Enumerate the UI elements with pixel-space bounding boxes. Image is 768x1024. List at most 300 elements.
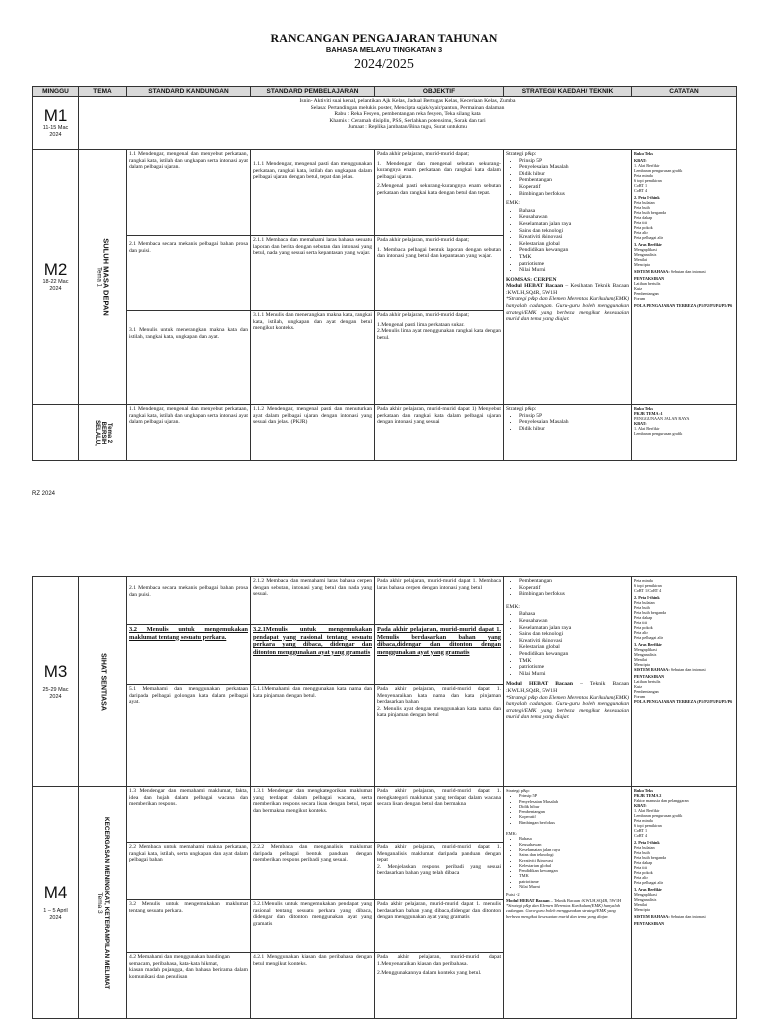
document-title: RANCANGAN PENGAJARAN TAHUNAN — [270, 31, 498, 45]
list-item: • Sains dan teknologi — [519, 228, 629, 235]
catatan-item: Faktor manusia dan pelanggaran — [634, 798, 689, 803]
objective-intro: Pada akhir pelajaran, murid-murid dapat; — [377, 237, 470, 243]
theme-number: Tema 1 — [95, 267, 101, 287]
list-item: • TMK — [519, 658, 629, 665]
catatan-heading: 2. Peta I-think — [634, 840, 660, 845]
strategy-note: *Strategi p&p dan Elemen Merentas Kurikulum(EMK) hanyalah cadangan. Guru-guru boleh menggunakan strategi/EMK yang berbeza mengikut kesesuaian murid dan tema yang diajar. — [506, 296, 629, 323]
week-year: 2024 — [49, 693, 62, 700]
catatan-heading: 2. Peta I-think — [634, 595, 660, 600]
catatan-item: Peta minda — [634, 173, 653, 178]
sp-cell — [251, 953, 375, 1019]
theme-cell-m3 — [79, 577, 127, 787]
sp-text: 2.1.2 Membaca dan memahami laras bahasa cerpen dengan sebutan, intonasi yang betul dan nada yang sesuai. — [253, 578, 372, 598]
catatan-item: Peta dakap — [634, 215, 653, 220]
catatan-item: Peta pokok — [634, 625, 653, 630]
list-item: • Bimbingan berfokus — [519, 191, 629, 198]
list-item: • Bahasa — [519, 611, 629, 618]
sk-cell — [127, 685, 251, 787]
catatan-item: Peta bulatan — [634, 200, 655, 205]
sk-text: 3.1 Menulis untuk menerangkan makna kata dan istilah, rangkai kata, ungkapan dan ayat. — [129, 327, 248, 340]
list-item: • Kreativiti &inovasi — [519, 858, 629, 863]
objective-item: 1.Mengenal pasti lima perkataan sukar. — [377, 321, 465, 328]
list-item: • Penyelesaian Masalah — [519, 799, 629, 804]
sp-cell — [251, 236, 375, 311]
sp-text: 1.1.2 Mendengar, mengenal pasti dan menuturkan ayat dalam pelbagai ujaran dengan intonasi yang sesuai dan jelas. (PKJR) — [253, 406, 372, 426]
catatan-item: Peta dakap — [634, 860, 653, 865]
catatan-item: 1. Alat Berfikir — [634, 163, 660, 168]
sk-cell — [127, 953, 251, 1019]
catatan-item: Mengaplikasi — [634, 892, 657, 897]
list-item: • Didik hibur — [519, 171, 629, 178]
list-item: • Pendidikan kewangan — [519, 651, 629, 658]
week-cell-m4 — [33, 787, 79, 1019]
list-item: • Pendidikan kewangan — [519, 247, 629, 254]
col-tema: TEMA — [79, 87, 127, 97]
sk-cell — [127, 787, 251, 843]
catatan-heading: 3. Aras Berfikir — [634, 242, 663, 247]
plan-table-page-2 — [32, 576, 737, 1019]
sp-text: 4.2.1 Menggunakan kiasan dan peribahasa dengan betul mengikut konteks. — [253, 954, 372, 967]
list-item: • Pembentangan — [519, 809, 629, 814]
week-dates: 18-22 Mac — [42, 279, 69, 285]
sp-cell — [251, 625, 375, 685]
list-item: • Bimbingan berfokus — [519, 591, 629, 598]
sk-text: kiasan madah pujangga, dan bahasa berirama dalam komunikasi dan penulisan — [129, 967, 248, 980]
list-item: • Bahasa — [519, 208, 629, 215]
theme-label — [95, 238, 110, 316]
activity-line: Khamis : Ceramah disiplin, PSS, Serlahkan potensimu, Sorak dan tari — [329, 117, 486, 124]
catatan-item: 6 topi pemikiran — [634, 178, 662, 183]
catatan-item: Peta buih — [634, 850, 650, 855]
strategy-title: Strategi p&p: — [506, 406, 537, 412]
sk-text: 3.2 Menulis untuk mengemukakan maklumat tentang sesuatu perkara. — [129, 901, 248, 914]
catatan-item: Forum — [634, 296, 646, 301]
week-year: 2024 — [49, 914, 62, 921]
theme-number: Tema 3 — [95, 891, 103, 914]
catatan-item: Peta buih — [634, 205, 650, 210]
sk-text: 4.2 Memahami dan menggunakan bandingan — [129, 954, 230, 960]
sistem-bahasa-label: SISTEM BAHASA: — [634, 914, 670, 919]
emk-title: EMK: — [506, 200, 520, 207]
catatan-heading: KBAT: — [634, 421, 647, 426]
document-year: 2024/2025 — [354, 57, 414, 72]
list-item: • Penyelesaian Masalah — [519, 419, 629, 426]
catatan-item: 1. Alat Berfikir — [634, 808, 660, 813]
puisi-label: Puisi -2 — [506, 892, 520, 898]
sk-cell — [127, 150, 251, 236]
catatan-item: Peta titi — [634, 865, 647, 870]
list-item: • Didik hibur — [519, 426, 629, 433]
catatan-cell — [632, 405, 737, 461]
theme-cell-m2 — [79, 150, 127, 405]
list-item: • Kreativiti &inovasi — [519, 638, 629, 645]
theme-cell-tema2 — [79, 405, 127, 461]
modul-title: Modul HEBAT Bacaan — [506, 681, 573, 688]
objective-item: Pada akhir pelajaran, murid-murid dapat 1. Menganalisis maklumat daripada panduan dengan tepat — [377, 844, 501, 864]
list-item: • Koperatif — [519, 585, 629, 592]
week-dates: 1 – 5 April — [43, 907, 68, 914]
strategy-cell — [504, 405, 632, 461]
objective-item: Pada akhir pelajaran, murid-murid dapat 1. Menyenaraikan kata nama dan kata pinjaman berdasarkan bahan — [377, 686, 501, 706]
catatan-item: Lembaran pengurusan grafik — [634, 168, 683, 173]
table-row-m4-1 — [33, 787, 737, 843]
activity-line: Isnin- Aktiviti suai kenal, pelantikan Ajk Kelas, Jadual Bertugas Kelas, Keceriaan Kelas, Zumba — [299, 98, 516, 104]
week-year: 2024 — [49, 132, 62, 138]
week-cell-m1 — [33, 97, 79, 150]
objective-cell — [375, 843, 504, 900]
week-cell-empty — [33, 405, 79, 461]
komsas-label: KOMSAS: CERPEN — [506, 276, 557, 283]
modul-detail: – Teknik Bacaan :KWLH,SQ4R, 5W1H — [549, 897, 622, 903]
sk-text: 3.2 Menulis untuk mengemukakan maklumat tentang sesuatu perkara. — [129, 626, 248, 641]
activity-line: Rabu : Reka Fesyen, pembentangan reka fesyen, Teka silang kata — [334, 111, 481, 118]
plan-table-page-1 — [32, 86, 737, 461]
list-item: • Keselamatan jalan raya — [519, 625, 629, 632]
catatan-item: Latihan bertulis — [634, 679, 661, 684]
list-item: • Keselamatan jalan raya — [519, 847, 629, 852]
list-item: • Keusahawan — [519, 214, 629, 221]
sk-cell — [127, 311, 251, 405]
catatan-item: Peta buih berganda — [634, 610, 667, 615]
catatan-heading: PENTAKSIRAN — [634, 276, 665, 281]
week-dates: 11-15 Mac — [42, 125, 69, 131]
week-label: M3 — [43, 661, 68, 681]
modul-title: Modul HEBAT Bacaan — [506, 283, 564, 290]
catatan-item: Lembaran pengurusan grafik — [634, 431, 683, 436]
objective-cell — [375, 900, 504, 953]
catatan-heading: 2. Peta I-think — [634, 195, 660, 200]
sp-text: 5.1.1Memahami dan menggunakan kata nama dan kata pinjaman dengan betul. — [253, 686, 372, 699]
catatan-item: Mengaplikasi — [634, 647, 657, 652]
catatan-heading: Buku Teks — [634, 406, 653, 411]
list-item: • Nilai Murni — [519, 884, 629, 889]
week-dates: 25-29 Mac — [42, 686, 69, 693]
catatan-item: Menilai — [634, 902, 648, 907]
catatan-item: Menganalisis — [634, 897, 657, 902]
catatan-cell-m2 — [632, 150, 737, 405]
sp-text: 2.1.1 Membaca dan memahami laras bahasa sesuatu laporan dan berita dengan sebutan dan intonasi yang betul, nada yang sesuai serta kepantasan yang wajar. — [253, 237, 372, 257]
theme-name: SULUH MASA DEPAN — [101, 238, 110, 316]
catatan-item: Peta alir — [634, 230, 648, 235]
emk-list — [506, 208, 629, 274]
sk-text: 2.1 Membaca secara mekanis pelbagai bahan prosa dan puisi. — [129, 585, 248, 598]
catatan-item: CoRT 1/CoRT 4 — [634, 588, 662, 593]
sp-cell — [251, 843, 375, 900]
sp-cell — [251, 900, 375, 953]
objective-item: 2. Menulis ayat dengan menggunakan kata nama dan kata pinjaman dengan betul — [377, 705, 501, 719]
strategy-note: *Strategi p&p dan Elemen Merentas Kurikulum(EMK) hanyalah cadangan. Guru-guru boleh menggunakan strategi/EMK yang berbeza mengikut kesesuaian murid dan tema yang diajar. — [506, 902, 620, 919]
list-item: • Kelestarian global — [519, 241, 629, 248]
catatan-item: Kuiz — [634, 684, 643, 689]
theme-name: SIHAT SENTIASA — [99, 652, 106, 711]
theme-name: BERSIH — [99, 421, 106, 444]
sk-text: semacam, peribahasa, kata-kata hikmat, — [129, 960, 219, 967]
theme-label — [99, 653, 106, 711]
week-label: M1 — [43, 106, 68, 125]
modul-title: Modul HEBAT Bacaan — [506, 897, 550, 903]
sk-text: 2.2 Membaca untuk memahami makna perkataan, rangkai kata, istilah, serta ungkapan dan ayat dalam pelbagai bahan — [129, 844, 248, 864]
catatan-item: Peta pelbagai alir — [634, 235, 664, 240]
list-item: • Keselamatan jalan raya — [519, 221, 629, 228]
sk-text: 5.1 Memahami dan menggunakan perkataan daripada pelbagai golongan kata dalam pelbagai ayat. — [129, 686, 248, 706]
col-strategi: STRATEGI/ KAEDAH/ TEKNIK — [504, 87, 632, 97]
strategy-cell-m2 — [504, 150, 632, 405]
catatan-item: Peta minda — [634, 578, 653, 583]
catatan-item: Peta alir — [634, 630, 648, 635]
catatan-item: Peta pelbagai alir — [634, 635, 664, 640]
catatan-cell-m4 — [632, 787, 737, 1019]
catatan-item: Mencipta — [634, 662, 650, 667]
sistem-bahasa-value: Sebutan dan intonasi — [669, 914, 706, 919]
objective-item: Pada akhir pelajaran, murid-murid dapat 1. menulis berdasarkan bahan yang dibaca,didengar dan ditonton dengan menggunakan ayat yang gramatis — [377, 901, 501, 921]
theme-label — [96, 816, 110, 988]
catatan-heading: KBAT: — [634, 158, 647, 163]
objective-item: 2.Menulis lima ayat menggunakan rangkai kata dengan betul. — [377, 328, 501, 341]
strategy-title: Strategi p&p: — [506, 151, 537, 157]
sk-text: 1.1 Mendengar, mengenal dan menyebut perkataan, rangkai kata, istilah dan ungkapan serta intonasi ayat dalam pelbagai ujaran. — [129, 406, 248, 426]
catatan-heading: 3. Aras Berfikir — [634, 642, 663, 647]
strategy-list — [506, 413, 629, 433]
list-item: • Pendidikan kewangan — [519, 868, 629, 873]
catatan-heading: PENTAKSIRAN — [634, 921, 665, 926]
catatan-item: Peta pokok — [634, 225, 653, 230]
sk-cell — [127, 577, 251, 625]
catatan-item: Peta titi — [634, 220, 647, 225]
sp-text: 1.3.1 Mendengar dan mengkategorikan maklumat yang terdapat dalam pelbagai wacana, serta memberikan respons secara lisan dengan betul, tepat dan bermakna mengikut konteks. — [253, 788, 372, 814]
catatan-item: Mengaplikasi — [634, 247, 657, 252]
objective-item: 1. Mendengar dan mengenal sebutan sekurang-kurangnya enam perkataan dan rangkai kata dalam pelbagai ujaran. — [377, 160, 501, 180]
catatan-item: Latihan bertulis — [634, 281, 661, 286]
modul-detail: – Teknik Bacaan :KWLH,SQ4R, 5W1H — [506, 681, 629, 694]
catatan-item: CoRT 4 — [634, 188, 648, 193]
catatan-item: Peta dakap — [634, 615, 653, 620]
list-item: • patriotisme — [519, 879, 629, 884]
catatan-item: Peta pelbagai alir — [634, 880, 664, 885]
sp-cell — [251, 311, 375, 405]
catatan-item: 6 topi pemikiran — [634, 823, 662, 828]
objective-cell — [375, 577, 504, 625]
catatan-heading: KBAT: — [634, 803, 647, 808]
catatan-item: Peta alir — [634, 875, 648, 880]
catatan-heading: PENTAKSIRAN — [634, 674, 665, 679]
catatan-item: Forum — [634, 694, 646, 699]
theme-label — [94, 420, 112, 446]
catatan-item: Mencipta — [634, 907, 650, 912]
catatan-item: Peta minda — [634, 818, 653, 823]
catatan-item: CoRT 4 — [634, 833, 648, 838]
catatan-heading: POLA PENGAJARAN TERBEZA (P1/P2/P3/P4/P5/P6 — [634, 699, 733, 704]
catatan-item: Menilai — [634, 257, 648, 262]
objective-intro: Pada akhir pelajaran, murid-murid dapat; — [377, 151, 470, 157]
objective-cell — [375, 787, 504, 843]
sk-text: 1.3 Mendengar dan memahami maklumat, fakta, idea dan hujah dalam pelbagai wacana dan memberikan respons. — [129, 788, 248, 808]
sp-cell — [251, 787, 375, 843]
catatan-item: CoRT 1 — [634, 183, 648, 188]
list-item: • Kelestarian global — [519, 863, 629, 868]
list-item: • Prinsip 5P — [519, 413, 629, 420]
list-item: • Sains dan teknologi — [519, 852, 629, 857]
catatan-item: Pembentangan — [634, 689, 659, 694]
sistem-bahasa-label: SISTEM BAHASA: — [634, 667, 670, 672]
objective-intro: Pada akhir pelajaran, murid-murid dapat; — [377, 312, 470, 318]
col-standard-pembelajaran: STANDARD PEMBELAJARAN — [251, 87, 375, 97]
catatan-item: Lembaran pengurusan grafik — [634, 813, 683, 818]
sp-text: 3.2.1Menulis untuk mengemukakan pendapat yang rasional tentang sesuatu perkara yang dibaca, didengar dan ditonton menggunakan ayat yang gramatis — [253, 626, 372, 656]
list-item: • Keusahawan — [519, 842, 629, 847]
table-row-m2-tema2 — [33, 405, 737, 461]
strategy-title: Strategi p&p: — [506, 788, 530, 793]
catatan-item: Menganalisis — [634, 652, 657, 657]
sp-text: 1.1.1 Mendengar, mengenal pasti dan menggunakan perkataan, rangkai kata, istilah dan ungkapan dalam pelbagai ujaran dengan betul, tepat dan jelas. — [253, 161, 372, 181]
strategy-list — [506, 793, 629, 825]
catatan-heading: PKJR TEMA 2 — [634, 793, 662, 798]
objective-cell — [375, 311, 504, 405]
objective-item: 2.Mengenal pasti sekurang-kurangnya enam sebutan perkataan dan rangkai kata dengan betul dan tepat. — [377, 183, 501, 196]
sistem-bahasa-label: SISTEM BAHASA: — [634, 269, 670, 274]
col-catatan: CATATAN — [632, 87, 737, 97]
emk-list — [506, 836, 629, 889]
list-item: • Prinsip 5P — [519, 793, 629, 798]
sp-text: 3.1.1 Menulis dan menerangkan makna kata, rangkai kata, istilah, ungkapan dan ayat dengan betul mengikut konteks. — [253, 312, 372, 332]
list-item: • Kelestarian global — [519, 644, 629, 651]
week-cell-m3 — [33, 577, 79, 787]
week-label: M2 — [43, 260, 68, 279]
catatan-heading: Buku Teks — [634, 151, 653, 156]
strategy-note: *Strategi p&p dan Elemen Merentas Kurikulum(EMK) hanyalah cadangan. Guru-guru boleh menggunakan strategi/EMK yang berbeza mengikut kesesuaian murid dan tema yang diajar. — [506, 694, 629, 721]
list-item: • Didik hibur — [519, 804, 629, 809]
sk-cell — [127, 843, 251, 900]
table-row-m1 — [33, 97, 737, 150]
objective-item: Pada akhir pelajaran, murid-murid dapat 1.Menyenaraikan kiasan dan peribahasa. — [377, 954, 501, 967]
objective-cell — [375, 625, 504, 685]
objective-cell — [375, 150, 504, 236]
page-footer: RZ 2024 — [32, 491, 56, 497]
objective-item: Pada akhir pelajaran, murid-murid dapat 1) Menyebut perkataan dan rangkai kata dalam pelbagai ujaran dengan intonasi yang sesuai — [377, 406, 501, 426]
sp-cell — [251, 577, 375, 625]
catatan-cell-m3 — [632, 577, 737, 787]
week-year: 2024 — [49, 286, 62, 292]
list-item: • patriotisme — [519, 261, 629, 268]
header-row — [33, 87, 737, 97]
col-minggu: MINGGU — [33, 87, 79, 97]
objective-cell — [375, 236, 504, 311]
strategy-cell-m4 — [504, 787, 632, 1019]
objective-cell — [375, 685, 504, 787]
list-item: • Bahasa — [519, 836, 629, 841]
activity-line: Jumaat : Replika jambatan/Bina tugu, Surat untukmu — [348, 124, 467, 131]
catatan-item: Peta buih berganda — [634, 855, 667, 860]
sp-text: 3.2.1Menulis untuk mengemukakan pendapat yang rasional tentang sesuatu perkara yang dibaca, didengar dan ditonton menggunakan ayat yang gramatis — [253, 901, 372, 927]
catatan-item: CoRT 1 — [634, 828, 648, 833]
objective-cell — [375, 405, 504, 461]
modul-detail: – Kesihatan Teknik Bacaan :KWLH,SQ4R, 5W1H — [506, 283, 629, 296]
catatan-heading: PKJR TEMA :1 — [634, 411, 663, 416]
week-label: M4 — [43, 882, 68, 902]
list-item: • Kreativiti &inovasi — [519, 234, 629, 241]
sp-cell — [251, 685, 375, 787]
sk-cell — [127, 405, 251, 461]
objective-item: Pada akhir pelajaran, murid-murid dapat 1. mengkategori maklumat yang terdapat dalam wacana secara lisan dengan betul dan bermakna — [377, 788, 501, 808]
sistem-bahasa-value: Sebutan dan intonasi — [669, 269, 706, 274]
theme-cell-m4 — [79, 787, 127, 1019]
catatan-item: Kuiz — [634, 286, 643, 291]
catatan-heading: 3. Aras Berfikir — [634, 887, 663, 892]
catatan-heading: Buku Teks — [634, 788, 653, 793]
catatan-item: Pembentangan — [634, 291, 659, 296]
catatan-item: Peta bulatan — [634, 845, 655, 850]
sp-cell — [251, 405, 375, 461]
list-item: • Bimbingan berfokus — [519, 820, 629, 825]
sistem-bahasa-value: Sebutan dan intonasi — [669, 667, 706, 672]
list-item: • Koperatif — [519, 184, 629, 191]
theme-name: KECERGASAN MENINGKAT, KETERAMPILAN MELIMAT — [102, 816, 110, 989]
catatan-item: Peta titi — [634, 620, 647, 625]
activity-line: Selasa: Pertandingan melukis poster, Mencipta sajak/syair/pantun, Permainan dalaman — [310, 104, 505, 111]
catatan-item: Peta bulatan — [634, 600, 655, 605]
strategy-list — [506, 158, 629, 198]
list-item: • Nilai Murni — [519, 267, 629, 274]
catatan-item: Peta pokok — [634, 870, 653, 875]
objective-cell — [375, 953, 504, 1019]
emk-list — [506, 611, 629, 677]
sp-cell — [251, 150, 375, 236]
catatan-item: Peta buih berganda — [634, 210, 667, 215]
strategy-cell-m3 — [504, 577, 632, 787]
objective-item: 1. Membaca pelbagai bentuk laporan dengan sebutan dan intonasi yang betul dan kepantasan yang wajar. — [377, 246, 501, 260]
sp-text: 2.2.2 Membaca dan menganalisis maklumat daripada pelbagai bentuk panduan dengan memberikan respons peribadi yang sesuai. — [253, 844, 372, 864]
theme-number: Tema 2 — [105, 422, 112, 443]
catatan-item: Peta buih — [634, 605, 650, 610]
objective-item: Pada akhir pelajaran, murid-murid dapat 1. Membaca laras bahasa cerpen dengan intonasi yang betul — [377, 578, 501, 591]
sk-text: 1.1 Mendengar, mengenal dan menyebut perkataan, rangkai kata, istilah dan ungkapan serta intonasi ayat dalam pelbagai ujaran. — [129, 151, 248, 171]
list-item: • Prinsip 5P — [519, 158, 629, 165]
catatan-item: Mencipta — [634, 262, 650, 267]
list-item: • Penyelesaian Masalah — [519, 164, 629, 171]
theme-name: SELALU, — [93, 419, 100, 446]
objective-item: 2. Menjelaskan respons peribadi yang sesuai berdasarkan bahan yang telah dibaca — [377, 863, 501, 877]
list-item: • Koperatif — [519, 814, 629, 819]
catatan-item: 6 topi pemikiran — [634, 583, 662, 588]
list-item: • patriotisme — [519, 664, 629, 671]
catatan-item: 1. Alat Berfikir — [634, 426, 660, 431]
orientation-activities — [79, 97, 737, 150]
table-row-m3-1 — [33, 577, 737, 625]
col-standard-kandungan: STANDARD KANDUNGAN — [127, 87, 251, 97]
emk-title: EMK: — [506, 831, 517, 837]
sk-cell — [127, 236, 251, 311]
week-cell-m2 — [33, 150, 79, 405]
document-subtitle: BAHASA MELAYU TINGKATAN 3 — [325, 45, 443, 54]
list-item: • Sains dan teknologi — [519, 631, 629, 638]
catatan-item: Menilai — [634, 657, 648, 662]
list-item: • Keusahawan — [519, 618, 629, 625]
sk-text: 2.1 Membaca secara mekanis pelbagai bahan prosa dan puisi. — [129, 241, 248, 254]
table-row-m2-1 — [33, 150, 737, 236]
catatan-item: Menganalisis — [634, 252, 657, 257]
sk-cell — [127, 900, 251, 953]
list-item: • Pembentangan — [519, 578, 629, 585]
col-objektif: OBJEKTIF — [375, 87, 504, 97]
list-item: • TMK — [519, 254, 629, 261]
catatan-item: PENGGUNAAN JALAN RAYA — [634, 416, 690, 421]
strategy-list — [506, 578, 629, 598]
emk-title: EMK: — [506, 603, 520, 610]
list-item: • Pembentangan — [519, 177, 629, 184]
objective-item: 2.Menggunakannya dalam konteks yang betul. — [377, 970, 482, 977]
list-item: • TMK — [519, 873, 629, 878]
catatan-heading: POLA PENGAJARAN TERBEZA (P1/P2/P3/P4/P5/P6 — [634, 303, 733, 308]
objective-item: Pada akhir pelajaran, murid-murid dapat 1. Menulis berdasarkan bahan yang dibaca,didengar dan ditonton dengan menggunakan ayat yang gramatis — [377, 626, 501, 656]
